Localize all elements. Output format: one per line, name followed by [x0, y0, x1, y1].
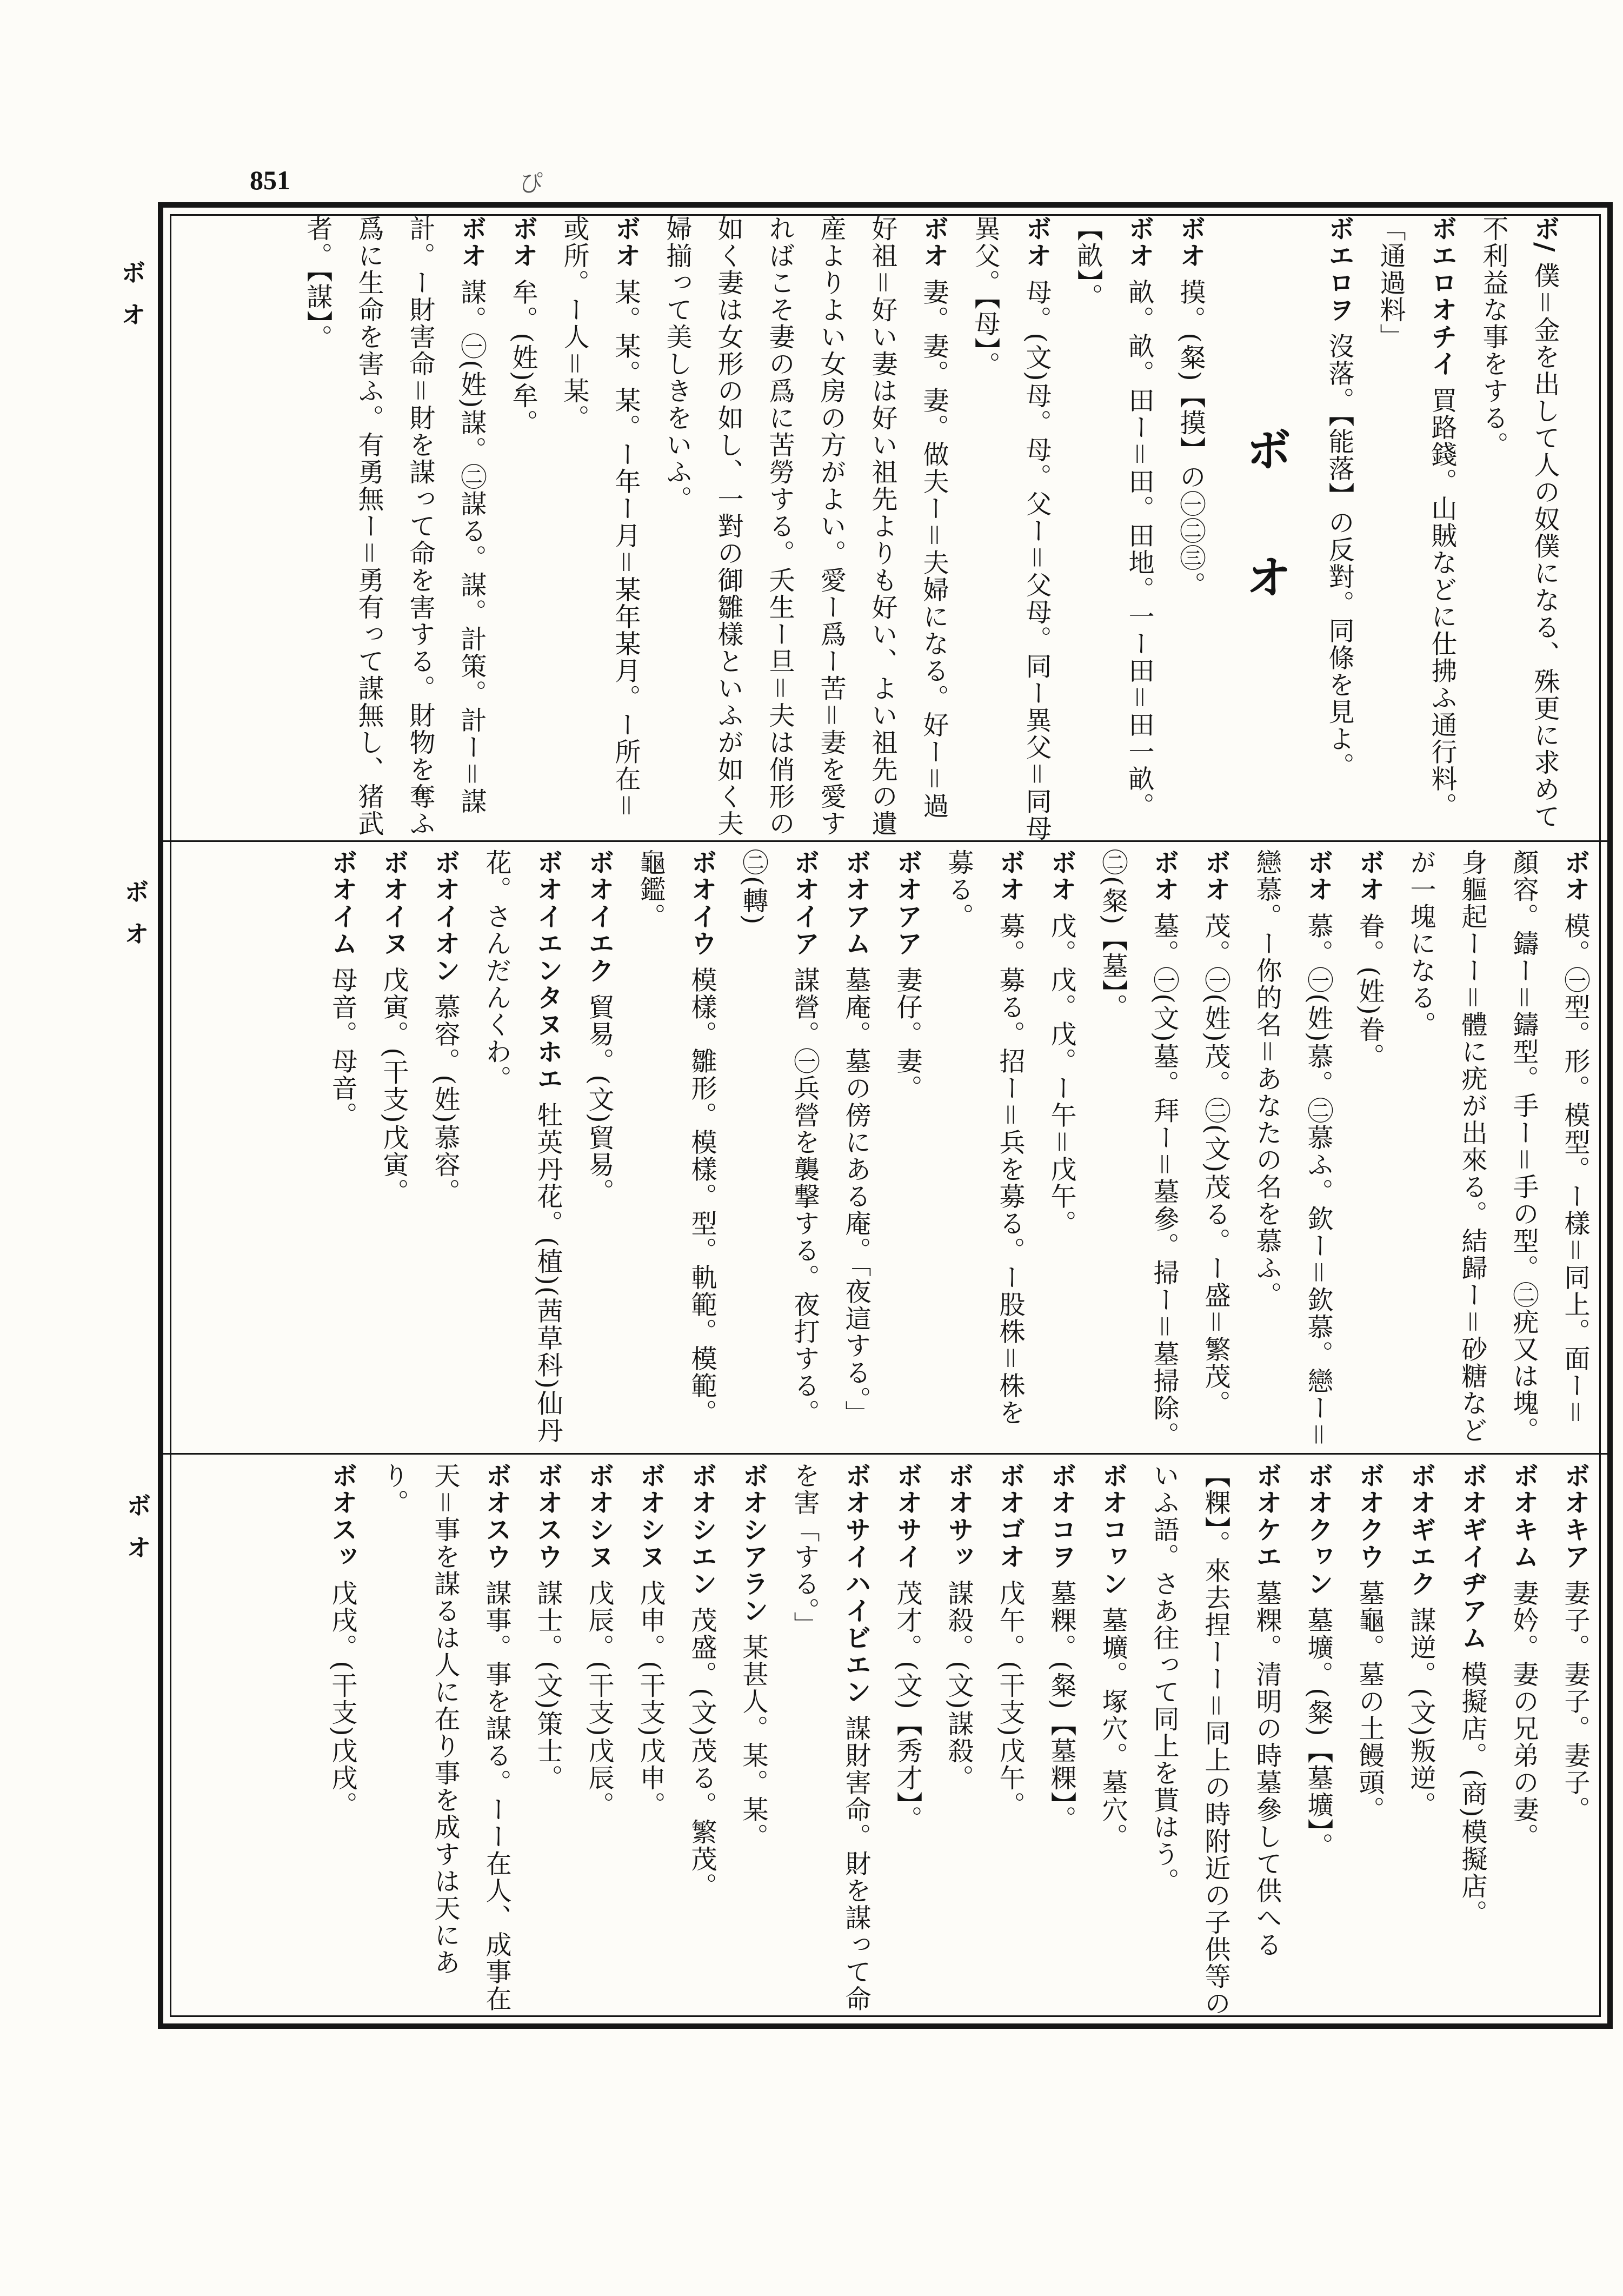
entry-definition: 墓龜。墓の土饅頭。	[1354, 1580, 1385, 1823]
entry-definition: 牡英丹花。(植)(茜草科)仙丹花。さんだんくわ。	[481, 849, 563, 1444]
entry-headword: ボオイウ	[687, 849, 717, 957]
entry-headword: ボオクウ	[1354, 1462, 1385, 1570]
entry-headword: ボオスッ	[327, 1462, 357, 1570]
entry-definition: 模。㊀型。形。模型。ー樣＝同上。面ー＝顏容。鑄ー＝鑄型。手ー＝手の型。㊁疣又は塊。身軀起ーー＝體に疣が出來る。結歸ー＝砂糖などが一塊になる。	[1406, 849, 1590, 1444]
dictionary-entry	[727, 849, 830, 1450]
dictionary-entry	[624, 1462, 676, 2020]
entry-headword: ボオ	[1175, 215, 1206, 269]
entry-headword: ボオ	[1560, 849, 1590, 903]
entry-definition: 母音。母音。	[327, 966, 357, 1129]
entry-definition: 模擬店。(商)模擬店。	[1457, 1661, 1487, 1927]
dictionary-entry	[1395, 849, 1600, 1450]
dictionary-entry	[316, 849, 368, 1450]
dictionary-entry	[573, 1462, 624, 2020]
dictionary-entry	[1549, 1462, 1600, 2020]
dictionary-entry	[1035, 1462, 1087, 2020]
dictionary-entry	[1087, 1462, 1138, 2020]
entry-headword: ボオ	[1354, 849, 1385, 903]
entry-definition: 戊戌。(干支)戊戌。	[327, 1580, 357, 1819]
entry-definition: 戊。戊。戊。ー午＝戊午。	[1046, 912, 1076, 1237]
entry-headword: ボオ	[995, 849, 1025, 903]
entry-headword: ボオ	[610, 215, 641, 269]
entry-headword: ボオシエン	[687, 1462, 717, 1597]
dictionary-entry	[548, 215, 651, 842]
entry-headword: ボオイア	[789, 849, 820, 957]
dictionary-entry	[1395, 1462, 1446, 2020]
entry-headword: ボ/	[1529, 215, 1560, 253]
entry-headword: ボオ	[508, 215, 538, 269]
entry-headword: ボオサッ	[943, 1462, 974, 1570]
dictionary-entry	[933, 849, 1035, 1450]
entry-definition: 謀殺。(文)謀殺。	[943, 1580, 974, 1791]
dictionary-entry	[727, 1462, 779, 2020]
dictionary-entry	[1138, 1462, 1292, 2020]
dictionary-band-top	[178, 215, 1600, 842]
dictionary-entry	[1446, 1462, 1498, 2020]
entry-definition: 妻子。妻子。妻子。	[1560, 1580, 1590, 1823]
entry-definition: 畝。畝。田ー＝田。田地。一ー田＝田一畝。【畝】。	[1073, 215, 1154, 820]
dictionary-entry	[1165, 215, 1216, 842]
dictionary-entry	[368, 849, 419, 1450]
entry-headword: ボオイヌ	[378, 849, 409, 957]
entry-definition: 茂才。(文)【秀才】。	[892, 1580, 922, 1833]
page-number: 851	[250, 165, 290, 195]
dictionary-entry	[933, 1462, 984, 2020]
entry-headword: ボオイム	[327, 849, 357, 957]
entry-definition: 戊申。(干支)戊申。	[635, 1580, 666, 1819]
entry-definition: 慕。㊀(姓)慕。㊁慕ふ。欽ー＝欽慕。戀ー＝戀慕。ー你的名＝あなたの名を慕ふ。	[1252, 849, 1333, 1449]
dictionary-entry	[676, 1462, 727, 2020]
dictionary-entry	[881, 1462, 933, 2020]
dictionary-entry	[291, 215, 497, 842]
dictionary-entry	[1087, 849, 1189, 1450]
dictionary-entry	[830, 849, 881, 1450]
entry-headword: ボオゴオ	[995, 1462, 1025, 1570]
dictionary-entry	[1343, 849, 1395, 1450]
dictionary-entry	[881, 849, 933, 1450]
dictionary-entry	[1035, 849, 1087, 1450]
entry-definition: 牟。(姓)牟。	[508, 278, 538, 436]
entry-definition: 謀營。㊀兵營を襲撃する。夜打する。㊁(轉)	[738, 849, 820, 1426]
dictionary-entry	[1189, 849, 1241, 1450]
entry-definition: 貿易。(文)貿易。	[584, 993, 614, 1205]
entry-definition: 茂。㊀(姓)茂。㊁(文)茂る。ー盛＝繁茂。	[1200, 912, 1230, 1417]
entry-definition: 某。某。某。ー年ー月＝某年某月。ー所在＝或所。ー人＝某。	[559, 215, 641, 820]
dictionary-band-bottom	[178, 1462, 1600, 2020]
dictionary-entry	[959, 215, 1062, 842]
entry-headword: ボオコヮン	[1097, 1462, 1128, 1597]
dictionary-entry	[497, 215, 548, 842]
entry-definition: 墓庵。墓の傍にある庵。「夜這する。」	[841, 966, 871, 1428]
entry-definition: 僕＝金を出して人の奴僕になる、殊更に求めて不利益な事をする。	[1478, 215, 1560, 830]
entry-definition: 戊午。(干支)戊午。	[995, 1580, 1025, 1819]
dictionary-entry	[573, 849, 624, 1450]
entry-columns	[178, 849, 1600, 1450]
side-label: ボ オ	[117, 260, 147, 331]
entry-definition: 墓壙。塚穴。墓穴。	[1097, 1607, 1128, 1850]
entry-headword: ボオギイヂアム	[1457, 1462, 1487, 1651]
dictionary-entry	[470, 849, 573, 1450]
entry-headword: ボオ	[1149, 849, 1179, 903]
dictionary-entry	[1467, 215, 1570, 842]
handwritten-mark: ぴ	[519, 170, 543, 197]
entry-headword: ボオイオン	[430, 849, 460, 984]
entry-definition: 募。募る。招ー＝兵を募る。ー股株＝株を募る。	[943, 849, 1025, 1426]
entry-headword: ボオ	[1021, 215, 1052, 269]
entry-definition: 某甚人。某。某。	[738, 1634, 768, 1850]
entry-headword: ボオ	[1303, 849, 1333, 903]
entry-headword: ボオサイハイビエン	[841, 1462, 871, 1706]
side-label: ボ オ	[123, 1492, 152, 1564]
dictionary-band-middle	[178, 849, 1600, 1450]
entry-headword: ボオ	[1200, 849, 1230, 903]
entry-definition: 戊辰。(干支)戊辰。	[584, 1580, 614, 1819]
entry-headword: ボオ	[1124, 215, 1154, 269]
dictionary-entry	[779, 1462, 881, 2020]
entry-headword: ボオイエンタヌホエ	[533, 849, 563, 1092]
entry-definition: 沒落。【能落】の反對。同條を見よ。	[1324, 333, 1354, 780]
entry-definition: 慕容。(姓)慕容。	[430, 993, 460, 1205]
dictionary-entry	[1313, 215, 1365, 842]
entry-headword: ボオアア	[892, 849, 922, 957]
entry-definition: 墓。㊀(文)墓。拜ー＝墓參。掃ー＝墓掃除。㊁(粲)【墓】。	[1097, 849, 1179, 1449]
dictionary-entry	[1498, 1462, 1549, 2020]
entry-headword: ボオシアラン	[738, 1462, 768, 1624]
entry-headword: ボオシヌ	[584, 1462, 614, 1570]
entry-headword: ボオ	[1046, 849, 1076, 903]
entry-headword: ボオコヲ	[1046, 1462, 1076, 1570]
entry-definition: 摸。(粲)【摸】の㊀㊁㊂。	[1175, 278, 1206, 599]
entry-headword: ボオサイ	[892, 1462, 922, 1570]
entry-headword: ボエロヲ	[1324, 215, 1354, 323]
dictionary-entry	[522, 1462, 573, 2020]
entry-headword: ボオキア	[1560, 1462, 1590, 1570]
dictionary-entry	[1343, 1462, 1395, 2020]
entry-headword: ボオギエク	[1406, 1462, 1436, 1597]
entry-definition: 墓粿。(粲)【墓粿】。	[1046, 1580, 1076, 1833]
dictionary-entry	[1292, 1462, 1343, 2020]
dictionary-entry	[1241, 849, 1343, 1450]
section-title: ボ オ	[1238, 426, 1292, 632]
dictionary-entry	[1062, 215, 1165, 842]
dictionary-entry	[984, 1462, 1035, 2020]
entry-headword: ボオクヮン	[1303, 1462, 1333, 1597]
entry-headword: ボオアム	[841, 849, 871, 957]
entry-definition: 謀財害命。財を謀って命を害「する。」	[789, 1462, 871, 2013]
entry-headword: ボエロオチイ	[1427, 215, 1457, 377]
entry-definition: 墓粿。清明の時墓參して供へる【粿】。來去捏ーー＝同上の時附近の子供等のいふ語。さあ往って同上を貰はう。	[1149, 1462, 1282, 2018]
entry-columns	[178, 215, 1600, 842]
entry-headword: ボオスウ	[533, 1462, 563, 1570]
dictionary-entry	[368, 1462, 522, 2020]
dictionary-entry	[316, 1462, 368, 2020]
entry-definition: 謀。㊀(姓)謀。㊁謀る。謀。計策。計ー＝謀計。ー財害命＝財を謀って命を害する。財物を奪ふ爲に生命を害ふ。有勇無ー＝勇有って謀無し、猪武者。【謀】。	[302, 215, 487, 838]
entry-headword: ボオキム	[1508, 1462, 1539, 1570]
entry-headword: ボオイエク	[584, 849, 614, 984]
entry-definition: 妻仔。妻。	[892, 966, 922, 1102]
entry-columns	[178, 1462, 1600, 2020]
entry-definition: 謀事。事を謀る。ーー在人、成事在天＝事を謀るは人に在り事を成すは天にあり。	[378, 1462, 511, 2013]
entry-definition: 謀士。(文)策士。	[533, 1580, 563, 1791]
side-label: ボ オ	[121, 879, 150, 951]
entry-definition: 眷。(姓)眷。	[1354, 912, 1385, 1070]
entry-definition: 妻妗。妻の兄弟の妻。	[1508, 1580, 1539, 1850]
entry-definition: 茂盛。(文)茂る。繁茂。	[687, 1607, 717, 1900]
entry-definition: 墓壙。(粲)【墓壙】。	[1303, 1607, 1333, 1860]
entry-headword: ボオ	[456, 215, 487, 269]
entry-definition: 買路錢。山賊などに仕拂ふ通行料。「通過料」	[1375, 215, 1457, 820]
entry-definition: 戊寅。(干支)戊寅。	[378, 966, 409, 1205]
entry-headword: ボオシヌ	[635, 1462, 666, 1570]
entry-definition: 妻。妻。妻。做夫ー＝夫婦になる。好ー＝過好祖＝好い妻は好い祖先よりも好い、よい祖先の遺産よりよい女房の方がよい。愛ー爲ー苦＝妻を愛すればこそ妻の爲に苦勞する。夭生ー旦＝夫は俏形の如く妻は女形の如し、一對の御雛樣といふが如く夫婦揃って美しきをいふ。	[662, 215, 949, 838]
entry-headword: ボオスウ	[481, 1462, 511, 1570]
dictionary-entry	[651, 215, 959, 842]
entry-definition: 模樣。雛形。模樣。型。軌範。模範。龜鑑。	[635, 849, 717, 1426]
entry-headword: ボオケエ	[1252, 1462, 1282, 1570]
dictionary-entry	[624, 849, 727, 1450]
entry-definition: 母。(文)母。母。父ー＝父母。同ー異父＝同母異父。【母】。	[970, 215, 1052, 842]
dictionary-entry	[1365, 215, 1467, 842]
entry-definition: 謀逆。(文)叛逆。	[1406, 1607, 1436, 1819]
entry-headword: ボオ	[919, 215, 949, 269]
band-divider	[163, 1453, 1607, 1455]
dictionary-entry	[419, 849, 470, 1450]
